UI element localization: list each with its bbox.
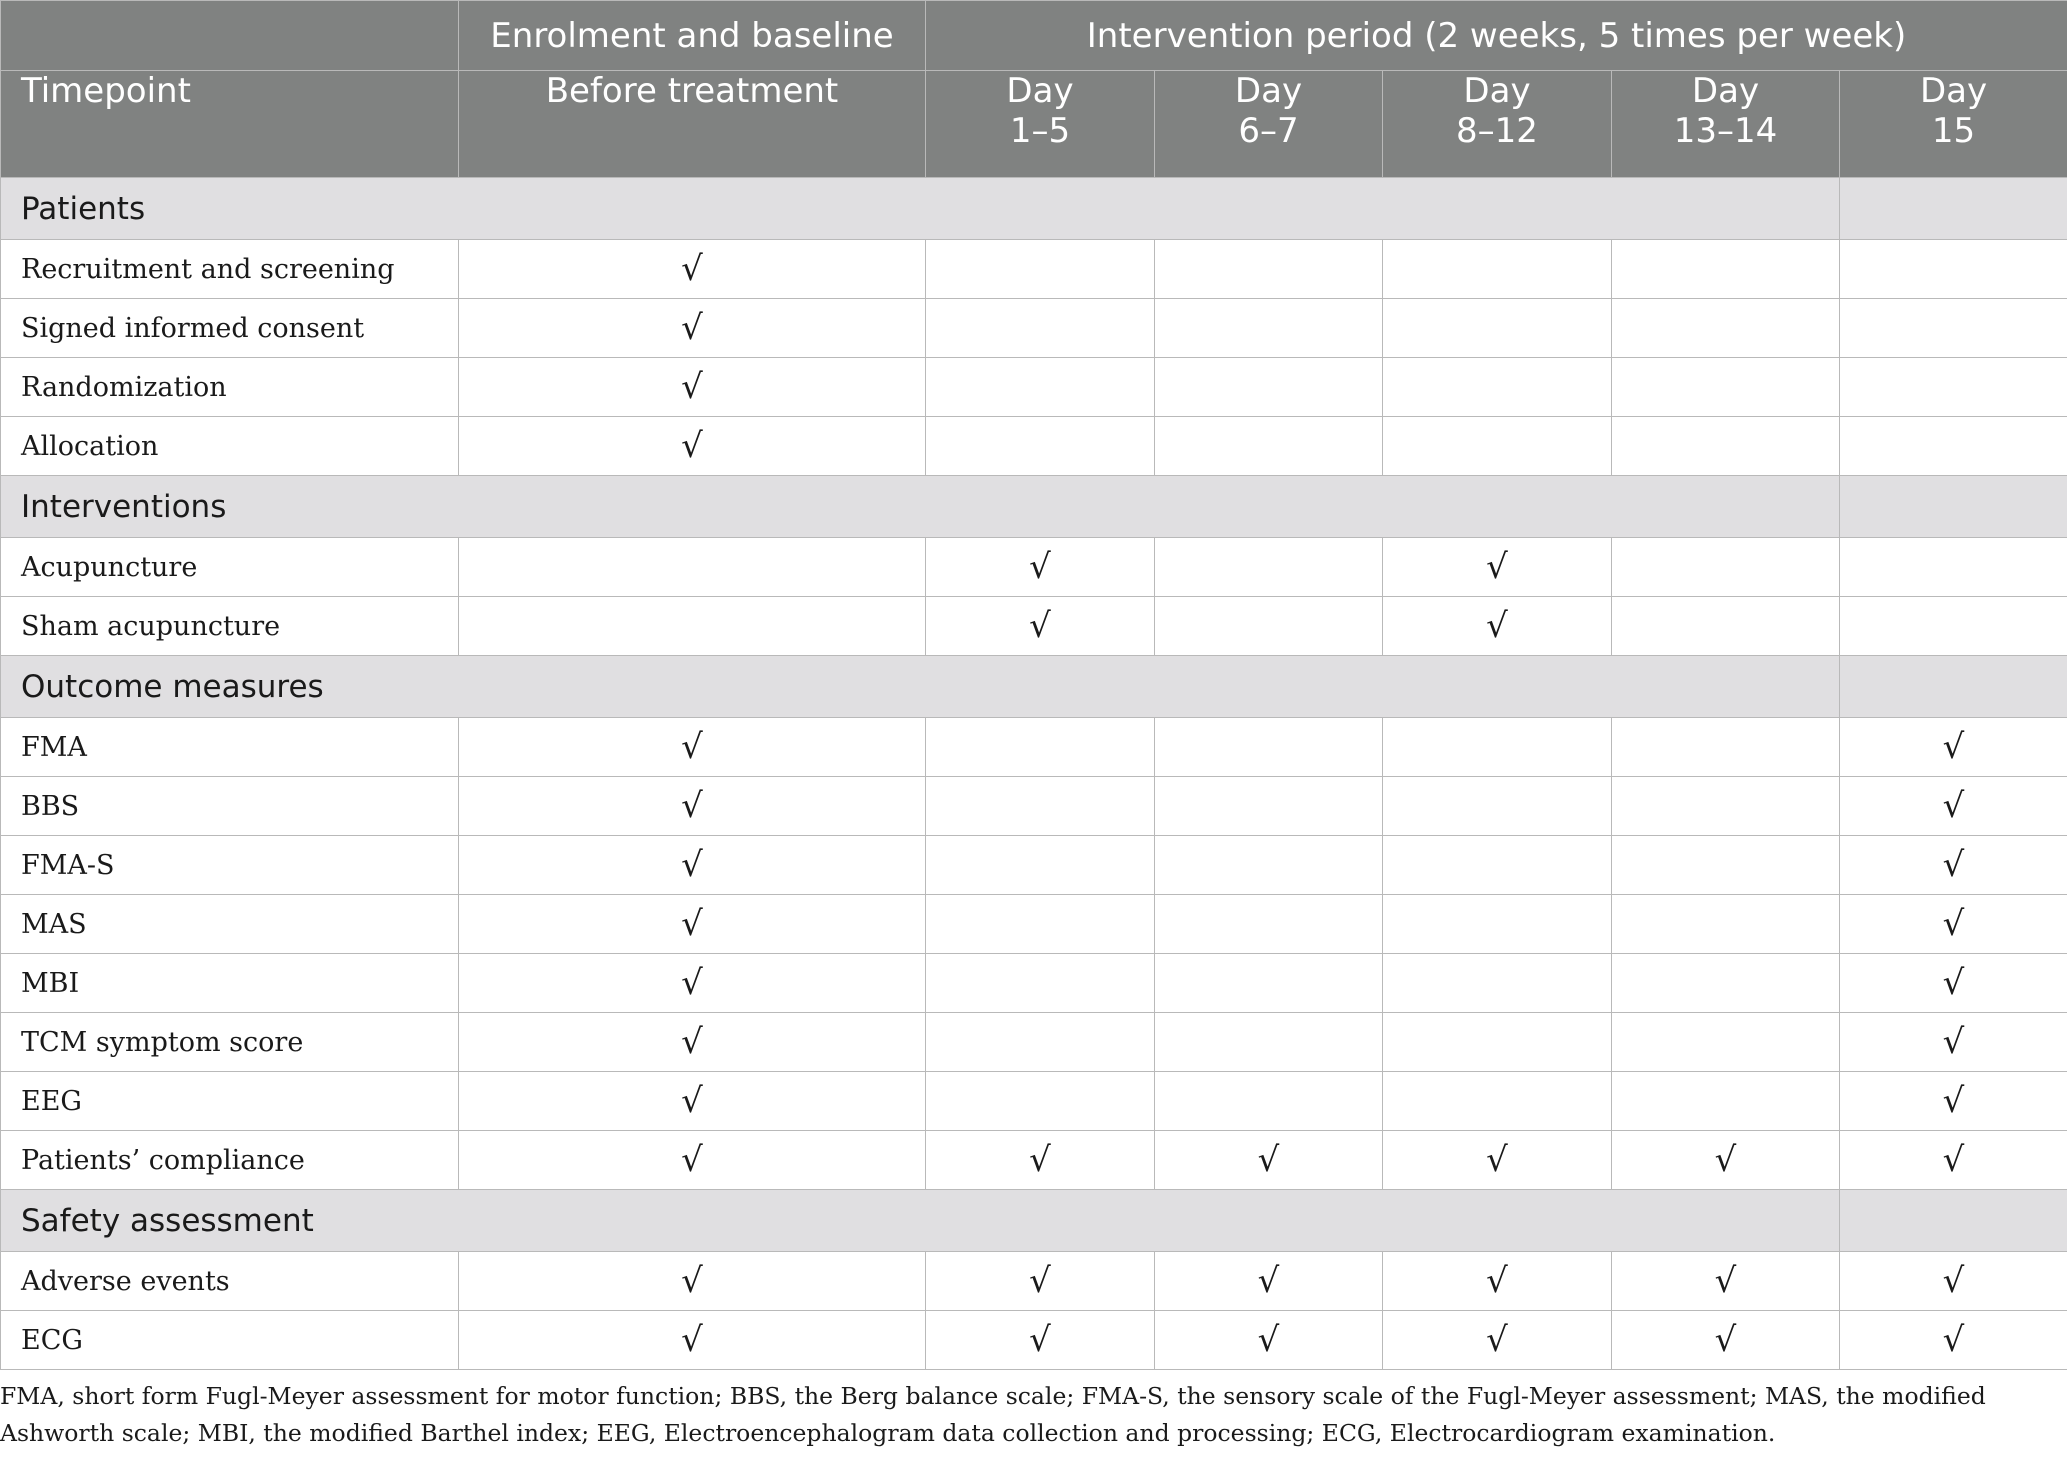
section-row	[1, 1190, 2067, 1252]
check-mark-icon: √	[1942, 904, 1965, 944]
table-row	[1, 299, 2067, 358]
schedule-cell	[1383, 538, 1612, 597]
schedule-cell	[1383, 358, 1612, 417]
check-mark-icon: √	[1714, 1140, 1737, 1180]
header-intervention-group: Intervention period (2 weeks, 5 times per week)	[926, 1, 2067, 71]
schedule-cell	[459, 1072, 926, 1131]
schedule-cell	[926, 1131, 1155, 1190]
schedule-cell	[1155, 538, 1383, 597]
schedule-cell	[459, 1013, 926, 1072]
schedule-cell	[1612, 895, 1840, 954]
header-blank-cell	[1, 1, 459, 71]
table-row	[1, 718, 2067, 777]
schedule-cell	[1840, 358, 2067, 417]
schedule-cell	[1840, 240, 2067, 299]
section-title: Safety assessment	[1, 1190, 1840, 1252]
schedule-cell	[1155, 718, 1383, 777]
check-mark-icon: √	[681, 367, 703, 407]
schedule-cell	[1383, 954, 1612, 1013]
section-title: Outcome measures	[1, 656, 1840, 718]
header-timepoint	[1, 71, 459, 178]
table-row	[1, 538, 2067, 597]
schedule-cell	[1840, 1131, 2067, 1190]
schedule-cell	[459, 538, 926, 597]
schedule-cell	[1155, 358, 1383, 417]
row-label: Signed informed consent	[1, 299, 459, 358]
row-label: EEG	[1, 1072, 459, 1131]
schedule-cell	[1383, 299, 1612, 358]
table-row	[1, 1252, 2067, 1311]
schedule-cell	[1612, 777, 1840, 836]
table-row	[1, 1013, 2067, 1072]
schedule-cell	[459, 1311, 926, 1370]
section-tail-cell	[1840, 178, 2067, 240]
schedule-cell	[459, 1131, 926, 1190]
check-mark-icon: √	[1029, 1140, 1051, 1180]
schedule-cell	[1612, 1013, 1840, 1072]
row-label: Allocation	[1, 417, 459, 476]
schedule-cell	[926, 358, 1155, 417]
schedule-cell	[1612, 417, 1840, 476]
schedule-cell	[1155, 1013, 1383, 1072]
schedule-cell	[1612, 597, 1840, 656]
row-label: Randomization	[1, 358, 459, 417]
row-label: FMA	[1, 718, 459, 777]
schedule-cell	[1840, 597, 2067, 656]
schedule-cell	[926, 538, 1155, 597]
header-day-range: 15	[1931, 111, 1976, 151]
schedule-cell	[1383, 777, 1612, 836]
schedule-cell	[1840, 417, 2067, 476]
row-label: Acupuncture	[1, 538, 459, 597]
row-label: BBS	[1, 777, 459, 836]
schedule-cell	[1155, 1311, 1383, 1370]
schedule-cell	[1840, 538, 2067, 597]
table-row	[1, 777, 2067, 836]
table-row	[1, 358, 2067, 417]
row-label: TCM symptom score	[1, 1013, 459, 1072]
schedule-cell	[459, 836, 926, 895]
check-mark-icon: √	[1486, 1320, 1508, 1360]
header-day-13-14	[1612, 71, 1840, 178]
schedule-cell	[1840, 836, 2067, 895]
schedule-cell	[459, 1252, 926, 1311]
row-label: Recruitment and screening	[1, 240, 459, 299]
check-mark-icon: √	[681, 308, 703, 348]
row-label: Sham acupuncture	[1, 597, 459, 656]
check-mark-icon: √	[681, 1261, 703, 1301]
schedule-cell	[1840, 718, 2067, 777]
schedule-cell	[1383, 240, 1612, 299]
section-row	[1, 476, 2067, 538]
header-day-8-12	[1383, 71, 1612, 178]
schedule-cell	[1155, 1131, 1383, 1190]
check-mark-icon: √	[1942, 786, 1965, 826]
schedule-cell	[1155, 777, 1383, 836]
schedule-cell	[1155, 836, 1383, 895]
check-mark-icon: √	[1029, 1320, 1051, 1360]
schedule-cell	[1612, 1252, 1840, 1311]
row-label: MBI	[1, 954, 459, 1013]
check-mark-icon: √	[681, 786, 703, 826]
table-header	[1, 1, 2067, 178]
schedule-cell	[1155, 417, 1383, 476]
header-day-label: Day	[1463, 71, 1531, 111]
section-title: Patients	[1, 178, 1840, 240]
schedule-cell	[1383, 1072, 1612, 1131]
check-mark-icon: √	[681, 727, 703, 767]
check-mark-icon: √	[1714, 1261, 1737, 1301]
schedule-cell	[926, 1013, 1155, 1072]
header-day-range: 6–7	[1238, 111, 1299, 151]
schedule-cell	[1612, 1311, 1840, 1370]
schedule-cell	[926, 1252, 1155, 1311]
check-mark-icon: √	[1942, 1261, 1965, 1301]
header-day-15	[1840, 71, 2067, 178]
table-row	[1, 417, 2067, 476]
header-day-range: 1–5	[1009, 111, 1071, 151]
table-footnote: FMA, short form Fugl-Meyer assessment for motor function; BBS, the Berg balance scale; FMA-S, the sensory scale of the Fugl-Meyer assessment; MAS, the modified Ashworth scale; MBI, the modified Barthel index; EEG, Electroencephalogram data collection and processing; ECG, Electrocardiogram examination.	[0, 1382, 1986, 1447]
check-mark-icon: √	[1257, 1261, 1280, 1301]
header-day-range: 8–12	[1456, 111, 1538, 151]
section-tail-cell	[1840, 656, 2067, 718]
schedule-cell	[459, 895, 926, 954]
row-label: Patients’ compliance	[1, 1131, 459, 1190]
schedule-cell	[459, 417, 926, 476]
check-mark-icon: √	[1942, 727, 1965, 767]
check-mark-icon: √	[681, 1081, 703, 1121]
schedule-cell	[459, 954, 926, 1013]
schedule-cell	[1840, 299, 2067, 358]
schedule-cell	[1612, 718, 1840, 777]
schedule-cell	[1383, 1252, 1612, 1311]
table-row	[1, 240, 2067, 299]
section-tail-cell	[1840, 1190, 2067, 1252]
header-before-treatment	[459, 71, 926, 178]
schedule-cell	[1840, 1311, 2067, 1370]
check-mark-icon: √	[1942, 1320, 1965, 1360]
schedule-cell	[459, 777, 926, 836]
section-tail-cell	[1840, 476, 2067, 538]
schedule-cell	[1612, 299, 1840, 358]
row-label: MAS	[1, 895, 459, 954]
header-group-row	[1, 1, 2067, 71]
check-mark-icon: √	[681, 1320, 703, 1360]
check-mark-icon: √	[681, 426, 703, 466]
schedule-cell	[1383, 836, 1612, 895]
schedule-cell	[926, 240, 1155, 299]
table-row	[1, 1131, 2067, 1190]
table-row	[1, 895, 2067, 954]
schedule-cell	[459, 597, 926, 656]
section-row	[1, 656, 2067, 718]
schedule-cell	[1155, 1072, 1383, 1131]
header-day-range: 13–14	[1673, 111, 1778, 151]
schedule-cell	[926, 836, 1155, 895]
check-mark-icon: √	[1486, 1261, 1508, 1301]
schedule-cell	[1155, 1252, 1383, 1311]
check-mark-icon: √	[1942, 845, 1965, 885]
schedule-cell	[1612, 1131, 1840, 1190]
schedule-cell	[1155, 240, 1383, 299]
schedule-cell	[926, 299, 1155, 358]
schedule-cell	[1155, 597, 1383, 656]
table-body	[1, 178, 2067, 1370]
schedule-cell	[1612, 954, 1840, 1013]
check-mark-icon: √	[1486, 547, 1508, 587]
check-mark-icon: √	[681, 963, 703, 1003]
header-timepoint-label: Timepoint	[21, 71, 191, 111]
header-day-6-7	[1155, 71, 1383, 178]
schedule-cell	[1383, 718, 1612, 777]
schedule-cell	[1383, 1013, 1612, 1072]
check-mark-icon: √	[1942, 1022, 1965, 1062]
check-mark-icon: √	[681, 845, 703, 885]
schedule-cell	[459, 299, 926, 358]
check-mark-icon: √	[1486, 606, 1508, 646]
schedule-cell	[1612, 1072, 1840, 1131]
check-mark-icon: √	[681, 904, 703, 944]
check-mark-icon: √	[1942, 1081, 1965, 1121]
check-mark-icon: √	[1257, 1320, 1280, 1360]
schedule-cell	[926, 718, 1155, 777]
header-day-label: Day	[1234, 71, 1303, 111]
header-day-1-5	[926, 71, 1155, 178]
check-mark-icon: √	[1714, 1320, 1737, 1360]
schedule-cell	[926, 417, 1155, 476]
schedule-cell	[1840, 1013, 2067, 1072]
check-mark-icon: √	[1942, 1140, 1965, 1180]
schedule-cell	[926, 597, 1155, 656]
schedule-cell	[1840, 1072, 2067, 1131]
schedule-cell	[1612, 240, 1840, 299]
table-row	[1, 1072, 2067, 1131]
schedule-cell	[1612, 836, 1840, 895]
schedule-cell	[1383, 1311, 1612, 1370]
check-mark-icon: √	[1486, 1140, 1508, 1180]
header-day-label: Day	[1919, 71, 1988, 111]
schedule-cell	[1383, 895, 1612, 954]
header-column-row	[1, 71, 2067, 178]
schedule-cell	[1840, 777, 2067, 836]
header-baseline-group: Enrolment and baseline	[459, 1, 926, 71]
table-row	[1, 1311, 2067, 1370]
check-mark-icon: √	[1942, 963, 1965, 1003]
check-mark-icon: √	[1029, 1261, 1051, 1301]
section-row	[1, 178, 2067, 240]
schedule-cell	[459, 240, 926, 299]
schedule-cell	[1383, 1131, 1612, 1190]
schedule-cell	[926, 1311, 1155, 1370]
schedule-cell	[459, 718, 926, 777]
section-title: Interventions	[1, 476, 1840, 538]
check-mark-icon: √	[681, 1022, 703, 1062]
row-label: Adverse events	[1, 1252, 459, 1311]
schedule-cell	[1155, 895, 1383, 954]
check-mark-icon: √	[681, 1140, 703, 1180]
header-day-label: Day	[1691, 71, 1760, 111]
schedule-cell	[926, 1072, 1155, 1131]
schedule-cell	[1840, 895, 2067, 954]
table-row	[1, 954, 2067, 1013]
check-mark-icon: √	[1029, 606, 1051, 646]
table-row	[1, 597, 2067, 656]
row-label: ECG	[1, 1311, 459, 1370]
schedule-cell	[1383, 597, 1612, 656]
table-row	[1, 836, 2067, 895]
schedule-cell	[1840, 954, 2067, 1013]
schedule-cell	[926, 954, 1155, 1013]
check-mark-icon: √	[1029, 547, 1051, 587]
schedule-cell	[1155, 299, 1383, 358]
header-before-treatment-label: Before treatment	[545, 71, 839, 111]
schedule-cell	[1840, 1252, 2067, 1311]
schedule-cell	[459, 358, 926, 417]
schedule-cell	[1383, 417, 1612, 476]
schedule-cell	[1612, 358, 1840, 417]
row-label: FMA-S	[1, 836, 459, 895]
schedule-cell	[926, 895, 1155, 954]
check-mark-icon: √	[1257, 1140, 1280, 1180]
schedule-cell	[926, 777, 1155, 836]
check-mark-icon: √	[681, 249, 703, 289]
schedule-cell	[1612, 538, 1840, 597]
schedule-cell	[1155, 954, 1383, 1013]
header-day-label: Day	[1006, 71, 1074, 111]
